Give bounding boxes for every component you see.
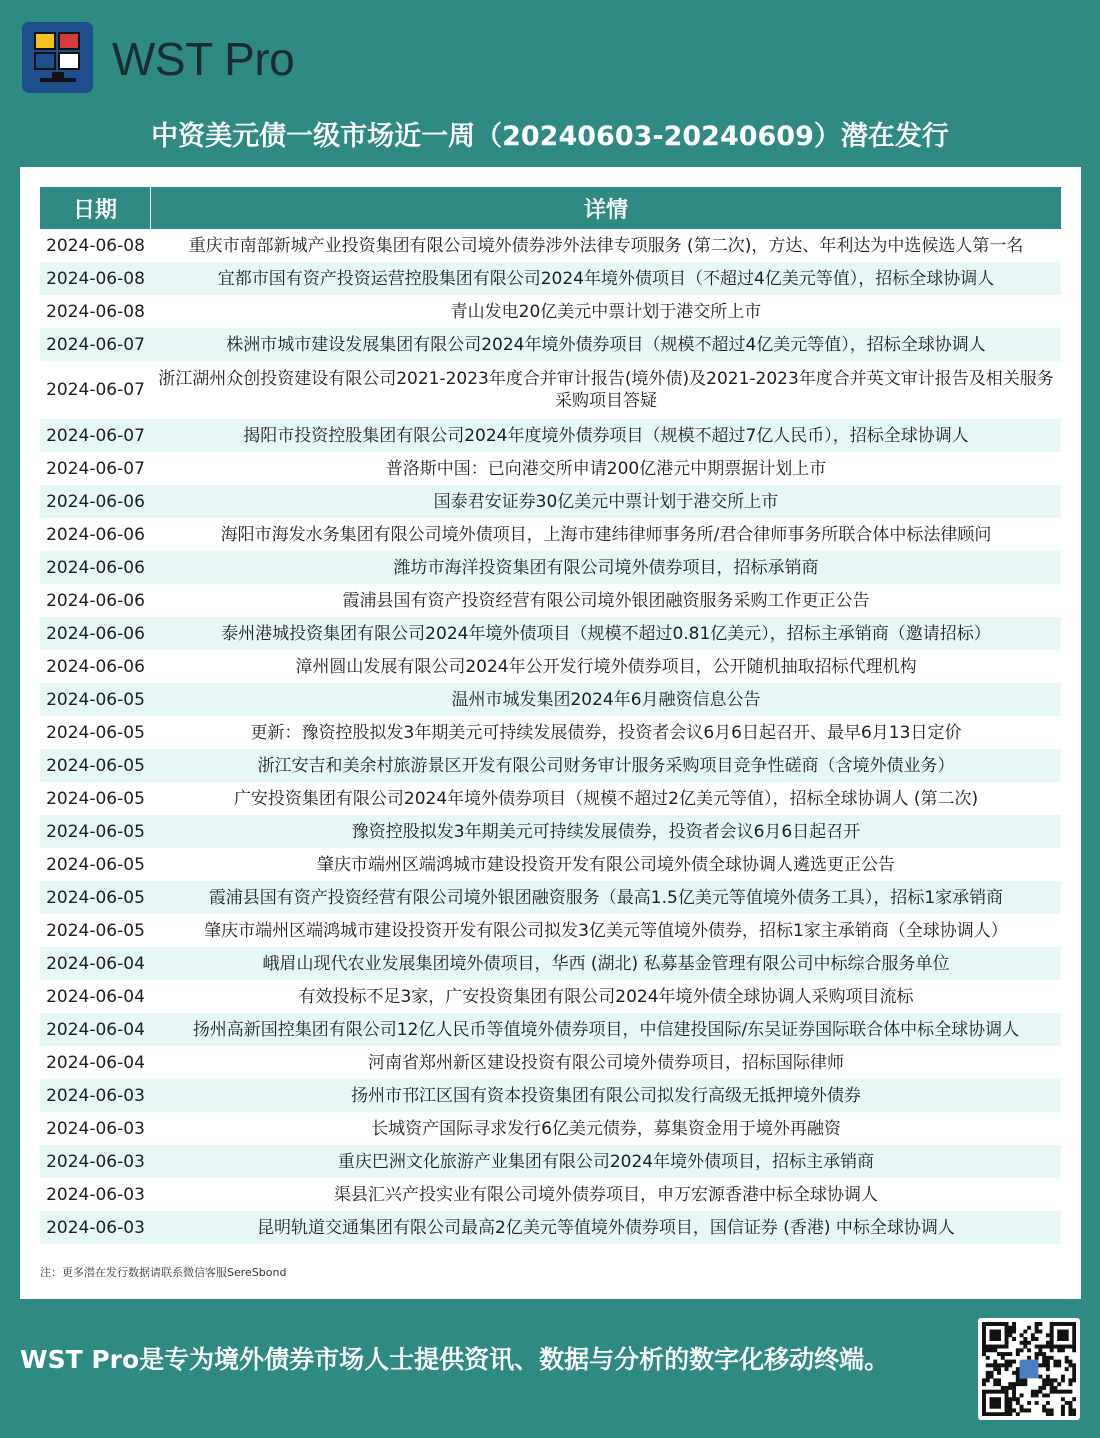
qr-code-icon [978,1318,1080,1420]
row-date: 2024-06-06 [40,485,151,518]
table-row [40,650,1061,683]
row-date: 2024-06-03 [40,1079,151,1112]
header-date: 日期 [40,187,151,229]
content-panel [20,167,1081,1299]
row-details: 浙江湖州众创投资建设有限公司2021-2023年度合并审计报告(境外债)及2021-2023年度合并英文审计报告及相关服务采购项目答疑 [158,369,1054,411]
row-date: 2024-06-03 [46,1118,145,1139]
table-row [40,947,1061,980]
row-date: 2024-06-07 [46,380,145,400]
table-row [40,1079,1061,1112]
table-row [40,980,1061,1013]
tagline: WST Pro是专为境外债券市场人士提供资讯、数据与分析的数字化移动终端。 [20,1345,890,1374]
row-details: 株洲市城市建设发展集团有限公司2024年境外债券项目（规模不超过4亿美元等值），招标全球协调人 [151,328,1061,361]
table-row [40,1178,1061,1211]
table-row [40,617,1061,650]
row-date: 2024-06-05 [46,788,145,809]
header-details: 详情 [151,187,1061,229]
row-details: 温州市城发集团2024年6月融资信息公告 [151,683,1061,716]
table-row [40,848,1061,881]
table-row [40,328,1061,361]
row-date: 2024-06-04 [46,1052,145,1073]
table-row [40,485,1061,518]
footnote: 注：更多潜在发行数据请联系微信客服SereSbond [40,1266,287,1279]
row-details: 肇庆市端州区端鸿城市建设投资开发有限公司拟发3亿美元等值境外债券，招标1家主承销商（全球协调人） [204,920,1008,941]
table-row [40,1112,1061,1145]
table-row [40,881,1061,914]
row-date: 2024-06-05 [40,749,151,782]
table-row [40,683,1061,716]
row-details: 普洛斯中国：已向港交所申请200亿港元中期票据计划上市 [385,458,827,479]
row-date: 2024-06-03 [40,1145,151,1178]
row-details: 国泰君安证券30亿美元中票计划于港交所上市 [151,485,1061,518]
row-details: 河南省郑州新区建设投资有限公司境外债券项目，招标国际律师 [368,1052,844,1073]
issuance-table [40,187,1061,1244]
row-date: 2024-06-06 [40,617,151,650]
row-date: 2024-06-06 [46,590,145,611]
row-details: 浙江安吉和美余村旅游景区开发有限公司财务审计服务采购项目竞争性磋商（含境外债业务） [151,749,1061,782]
brand-name: WST Pro [112,33,295,85]
row-details: 峨眉山现代农业发展集团境外债项目，华西 (湖北) 私募基金管理有限公司中标综合服务单位 [151,947,1061,980]
table-row [40,262,1061,295]
row-date: 2024-06-05 [40,881,151,914]
table-row [40,1046,1061,1079]
row-date: 2024-06-06 [40,551,151,584]
row-date: 2024-06-06 [46,524,145,545]
table-row [40,584,1061,617]
row-date: 2024-06-03 [46,1184,145,1205]
row-details: 潍坊市海洋投资集团有限公司境外债券项目，招标承销商 [151,551,1061,584]
row-date: 2024-06-04 [46,986,145,1007]
table-row [40,1211,1061,1244]
row-date: 2024-06-07 [46,458,145,479]
table-row [40,551,1061,584]
row-date: 2024-06-08 [46,301,145,322]
row-details: 扬州高新国控集团有限公司12亿人民币等值境外债券项目，中信建投国际/东吴证券国际联合体中标全球协调人 [151,1013,1061,1046]
row-details: 宜都市国有资产投资运营控股集团有限公司2024年境外债项目（不超过4亿美元等值），招标全球协调人 [151,262,1061,295]
row-date: 2024-06-05 [46,854,145,875]
row-date: 2024-06-07 [40,328,151,361]
table-row [40,782,1061,815]
wst-logo-icon [22,22,93,93]
row-details: 扬州市邗江区国有资本投资集团有限公司拟发行高级无抵押境外债券 [151,1079,1061,1112]
row-details: 海阳市海发水务集团有限公司境外债项目，上海市建纬律师事务所/君合律师事务所联合体中标法律顾问 [220,524,992,545]
table-row [40,914,1061,947]
table-row [40,518,1061,551]
row-date: 2024-06-04 [40,947,151,980]
row-details: 更新：豫资控股拟发3年期美元可持续发展债券，投资者会议6月6日起召开、最早6月13日定价 [250,722,962,743]
table-row [40,419,1061,452]
row-details: 有效投标不足3家，广安投资集团有限公司2024年境外债全球协调人采购项目流标 [298,986,914,1007]
row-details: 漳州圆山发展有限公司2024年公开发行境外债券项目，公开随机抽取招标代理机构 [295,656,917,677]
row-date: 2024-06-04 [40,1013,151,1046]
row-date: 2024-06-05 [46,920,145,941]
row-details: 霞浦县国有资产投资经营有限公司境外银团融资服务（最高1.5亿美元等值境外债务工具），招标1家承销商 [151,881,1061,914]
row-details: 揭阳市投资控股集团有限公司2024年度境外债券项目（规模不超过7亿人民币），招标全球协调人 [151,419,1061,452]
table-row [40,229,1061,262]
row-details: 昆明轨道交通集团有限公司最高2亿美元等值境外债券项目，国信证券 (香港) 中标全球协调人 [151,1211,1061,1244]
table-row [40,1013,1061,1046]
table-row [40,1145,1061,1178]
row-details: 泰州港城投资集团有限公司2024年境外债项目（规模不超过0.81亿美元），招标主承销商（邀请招标） [151,617,1061,650]
row-date: 2024-06-05 [40,815,151,848]
row-details: 重庆巴洲文化旅游产业集团有限公司2024年境外债项目，招标主承销商 [151,1145,1061,1178]
row-details: 广安投资集团有限公司2024年境外债券项目（规模不超过2亿美元等值），招标全球协调人 (第二次) [233,788,979,809]
row-details: 霞浦县国有资产投资经营有限公司境外银团融资服务采购工作更正公告 [342,590,870,611]
table-row [40,716,1061,749]
table-row [40,452,1061,485]
table-row [40,815,1061,848]
row-details: 青山发电20亿美元中票计划于港交所上市 [450,301,762,322]
table-row [40,749,1061,782]
table-row [40,361,1061,419]
table-row [40,295,1061,328]
row-details: 重庆市南部新城产业投资集团有限公司境外债券涉外法律专项服务 (第二次)，方达、年利达为中选候选人第一名 [188,235,1024,256]
row-date: 2024-06-03 [40,1211,151,1244]
row-details: 渠县汇兴产投实业有限公司境外债券项目，申万宏源香港中标全球协调人 [334,1184,878,1205]
row-date: 2024-06-06 [46,656,145,677]
row-date: 2024-06-05 [46,722,145,743]
row-details: 豫资控股拟发3年期美元可持续发展债券，投资者会议6月6日起召开 [151,815,1061,848]
page-title: 中资美元债一级市场近一周（20240603-20240609）潜在发行 [151,121,949,152]
row-details: 长城资产国际寻求发行6亿美元债券，募集资金用于境外再融资 [371,1118,841,1139]
row-details: 肇庆市端州区端鸿城市建设投资开发有限公司境外债全球协调人遴选更正公告 [317,854,895,875]
row-date: 2024-06-08 [46,235,145,256]
row-date: 2024-06-05 [40,683,151,716]
row-date: 2024-06-08 [40,262,151,295]
row-date: 2024-06-07 [40,419,151,452]
